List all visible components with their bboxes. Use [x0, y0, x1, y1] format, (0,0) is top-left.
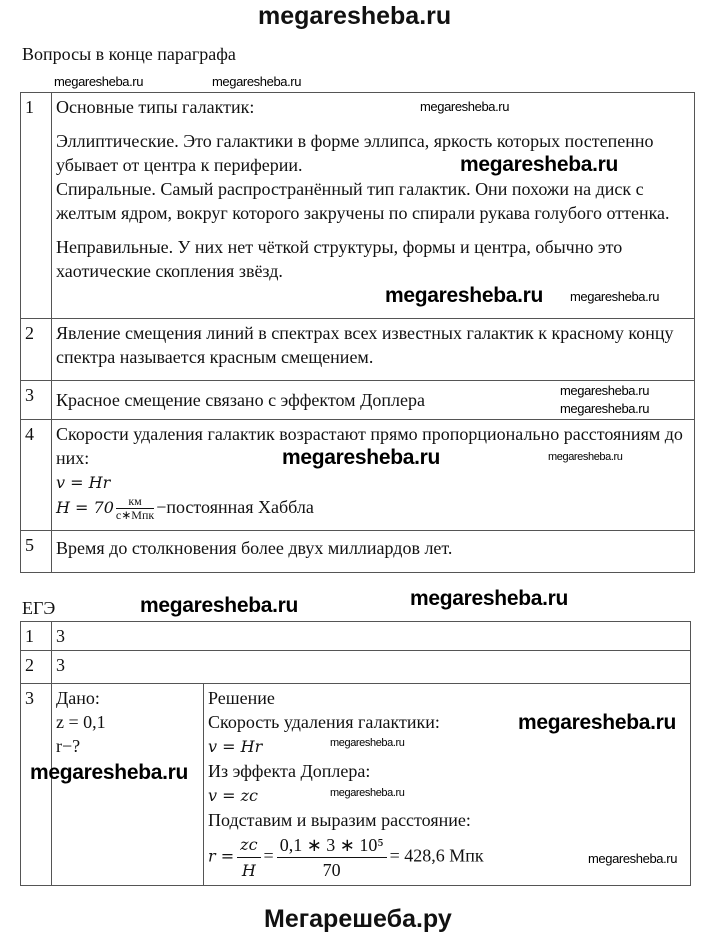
unit-fraction	[116, 495, 154, 522]
watermark: megaresheba.ru	[460, 153, 619, 176]
denominator: 70	[322, 860, 341, 880]
watermark: megaresheba.ru	[548, 451, 623, 463]
fraction	[277, 833, 387, 882]
formula: v = Hr	[56, 473, 111, 492]
watermark: megaresheba.ru	[282, 446, 441, 469]
formula: r =	[208, 846, 235, 866]
watermark: megaresheba.ru	[560, 383, 650, 398]
ege-table	[20, 621, 691, 886]
row-number: 4	[21, 420, 52, 531]
site-footer[interactable]: Мегарешеба.ру	[264, 905, 452, 933]
table-row	[21, 420, 695, 531]
answer-text: 3	[52, 622, 691, 651]
watermark: megaresheba.ru	[385, 284, 544, 307]
section-title: ЕГЭ	[22, 598, 56, 618]
solution-text: Подставим и выразим расстояние:	[208, 810, 471, 830]
solution-title: Решение	[208, 688, 275, 708]
result: = 428,6 Мпк	[389, 845, 484, 866]
row-number: 1	[21, 622, 52, 651]
formula: H = 70	[56, 498, 114, 517]
answer-text: Основные типы галактик:	[56, 97, 255, 117]
answer-text: −постоянная Хаббла	[156, 497, 314, 517]
table-row	[21, 93, 695, 319]
fraction	[237, 832, 260, 883]
watermark: megaresheba.ru	[570, 289, 660, 304]
answer-text: Скорости удаления галактик возрастают прямо пропорционально расстояниям до них:	[56, 424, 683, 468]
given-text: Дано:	[56, 688, 100, 708]
solution-text: Скорость удаления галактики:	[208, 712, 440, 732]
watermark: megaresheba.ru	[30, 761, 189, 784]
answer-cell	[52, 420, 695, 531]
answer-text: 3	[52, 651, 691, 684]
watermark: megaresheba.ru	[330, 787, 405, 799]
row-number: 3	[21, 684, 52, 886]
unit-top: км	[116, 495, 154, 509]
solution-text: Из эффекта Доплера:	[208, 761, 371, 781]
watermark: megaresheba.ru	[410, 587, 569, 610]
row-number: 3	[21, 381, 52, 420]
numerator: 0,1 ∗ 3 ∗ 10⁵	[277, 833, 387, 858]
watermark: megaresheba.ru	[588, 851, 678, 866]
answer-text: Эллиптические. Это галактики в форме эллипса, яркость которых постепенно убывает от центра к периферии.	[56, 131, 654, 175]
table-row	[21, 651, 691, 684]
answer-text: Красное смещение связано с эффектом Доплера	[52, 381, 695, 420]
final-formula: r = $\frac{zc}{H}$ = $\frac{\text{0,1 ∗ 3 ∗ 10⁵}}{70}$ = 428,6 Мпк	[208, 832, 686, 883]
given-text: r−?	[56, 736, 81, 756]
watermark: megaresheba.ru	[420, 99, 510, 114]
row-number: 5	[21, 531, 52, 573]
formula: v = zc	[208, 786, 259, 805]
watermark: megaresheba.ru	[330, 737, 405, 749]
watermark: megaresheba.ru	[560, 401, 650, 416]
row-number: 2	[21, 651, 52, 684]
answer-cell	[52, 93, 695, 319]
unit-bottom: с∗Мпк	[115, 508, 155, 523]
row-number: 2	[21, 319, 52, 381]
watermark: megaresheba.ru	[518, 711, 677, 734]
watermark: megaresheba.ru	[212, 74, 302, 89]
table-row	[21, 319, 695, 381]
answer-text: Явление смещения линий в спектрах всех известных галактик к красному концу спектра называется красным смещением.	[52, 319, 695, 381]
given-text: z = 0,1	[56, 712, 106, 732]
formula: v = Hr	[208, 737, 263, 756]
formula: H	[241, 861, 256, 880]
section-title: Вопросы в конце параграфа	[22, 44, 236, 64]
table-row	[21, 622, 691, 651]
answer-text: Неправильные. У них нет чёткой структуры, формы и центра, обычно это хаотические скопления звёзд.	[56, 237, 623, 281]
formula: zc	[240, 835, 258, 854]
site-header[interactable]: megaresheba.ru	[258, 2, 452, 30]
answer-text: Спиральные. Самый распространённый тип галактик. Они похожи на диск с желтым ядром, вокруг которого закручены по спирали рукава голубого оттенка.	[56, 179, 670, 223]
table-row	[21, 531, 695, 573]
watermark: megaresheba.ru	[54, 74, 144, 89]
given-cell	[52, 684, 204, 886]
row-number: 1	[21, 93, 52, 319]
answer-text: Время до столкновения более двух миллиардов лет.	[52, 531, 695, 573]
watermark: megaresheba.ru	[140, 594, 299, 617]
